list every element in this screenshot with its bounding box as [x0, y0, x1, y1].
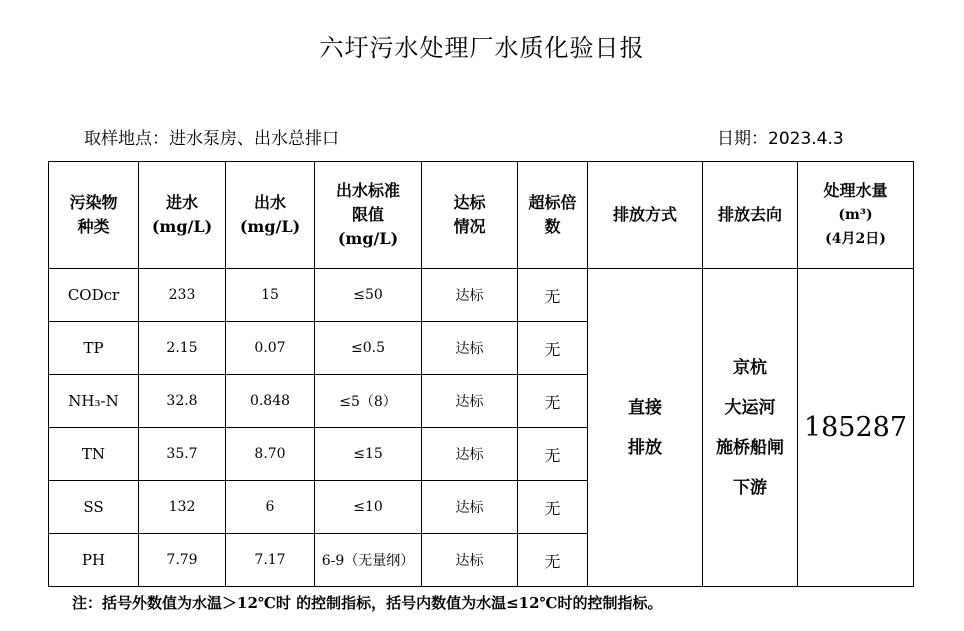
header-influent-unit: (mg/L)	[151, 217, 213, 236]
table-row	[49, 269, 914, 322]
discharge-destination-cell	[703, 269, 798, 587]
influent-cell: 32.8	[139, 375, 226, 428]
compliance-cell: 达标	[422, 375, 518, 428]
exceed-cell: 无	[518, 375, 588, 428]
treated-volume-cell: 185287	[798, 269, 914, 587]
exceed-cell: 无	[518, 322, 588, 375]
header-volume-line-1: 处理水量	[823, 181, 888, 200]
compliance-cell: 达标	[422, 269, 518, 322]
header-limit-line-1: 出水标准	[335, 181, 400, 200]
header-effluent-line-1: 出水	[253, 193, 286, 212]
table-header-row	[49, 162, 914, 269]
footnote: 注：括号外数值为水温＞12℃时 的控制指标，括号内数值为水温≤12℃时的控制指标。	[72, 594, 663, 612]
influent-cell: 35.7	[139, 428, 226, 481]
discharge-destination-line-2: 大运河	[724, 397, 776, 418]
pollutant-cell: TN	[49, 428, 139, 481]
discharge-method-cell	[588, 269, 703, 587]
limit-cell: ≤15	[315, 428, 422, 481]
header-pollutant	[49, 162, 139, 269]
discharge-destination-line-4: 下游	[733, 477, 767, 498]
header-compliance-line-2: 情况	[453, 217, 486, 236]
influent-cell: 7.79	[139, 534, 226, 587]
pollutant-cell: TP	[49, 322, 139, 375]
limit-cell: ≤50	[315, 269, 422, 322]
pollutant-cell: PH	[49, 534, 139, 587]
effluent-cell: 15	[226, 269, 315, 322]
header-exceed-line-2: 数	[544, 217, 561, 236]
pollutant-cell: SS	[49, 481, 139, 534]
compliance-cell: 达标	[422, 534, 518, 587]
limit-cell: ≤10	[315, 481, 422, 534]
header-exceed	[518, 162, 588, 269]
report-date: 日期：2023.4.3	[717, 129, 844, 149]
compliance-cell: 达标	[422, 428, 518, 481]
limit-cell: 6-9（无量纲）	[315, 534, 422, 587]
effluent-cell: 6	[226, 481, 315, 534]
header-compliance	[422, 162, 518, 269]
discharge-method-line-1: 直接	[628, 397, 662, 418]
header-exceed-line-1: 超标倍	[528, 193, 577, 212]
header-pollutant-line-1: 污染物	[69, 193, 118, 212]
sampling-location: 取样地点：进水泵房、出水总排口	[84, 129, 339, 149]
header-influent-line-1: 进水	[165, 193, 198, 212]
header-limit	[315, 162, 422, 269]
header-volume-date: (4月2日)	[825, 231, 886, 247]
influent-cell: 132	[139, 481, 226, 534]
header-limit-line-2: 限值	[351, 205, 384, 224]
exceed-cell: 无	[518, 481, 588, 534]
exceed-cell: 无	[518, 269, 588, 322]
header-limit-unit: (mg/L)	[337, 229, 399, 248]
influent-cell: 2.15	[139, 322, 226, 375]
report-title: 六圩污水处理厂水质化验日报	[319, 34, 645, 62]
header-pollutant-line-2: 种类	[77, 217, 110, 236]
effluent-cell: 7.17	[226, 534, 315, 587]
limit-cell: ≤5（8）	[315, 375, 422, 428]
effluent-cell: 8.70	[226, 428, 315, 481]
effluent-cell: 0.07	[226, 322, 315, 375]
pollutant-cell: CODcr	[49, 269, 139, 322]
header-compliance-line-1: 达标	[453, 193, 486, 212]
effluent-cell: 0.848	[226, 375, 315, 428]
header-volume-unit: (m³)	[838, 207, 873, 223]
compliance-cell: 达标	[422, 481, 518, 534]
pollutant-cell: NH₃-N	[49, 375, 139, 428]
header-volume	[798, 162, 914, 269]
header-discharge-destination: 排放去向	[703, 162, 798, 269]
limit-cell: ≤0.5	[315, 322, 422, 375]
compliance-cell: 达标	[422, 322, 518, 375]
exceed-cell: 无	[518, 428, 588, 481]
exceed-cell: 无	[518, 534, 588, 587]
influent-cell: 233	[139, 269, 226, 322]
discharge-destination-line-3: 施桥船闸	[716, 437, 784, 458]
header-influent	[139, 162, 226, 269]
discharge-destination-line-1: 京杭	[733, 357, 767, 378]
header-effluent-unit: (mg/L)	[239, 217, 301, 236]
header-discharge-method: 排放方式	[588, 162, 703, 269]
header-effluent	[226, 162, 315, 269]
discharge-method-line-2: 排放	[628, 437, 662, 458]
water-quality-table	[48, 161, 914, 587]
